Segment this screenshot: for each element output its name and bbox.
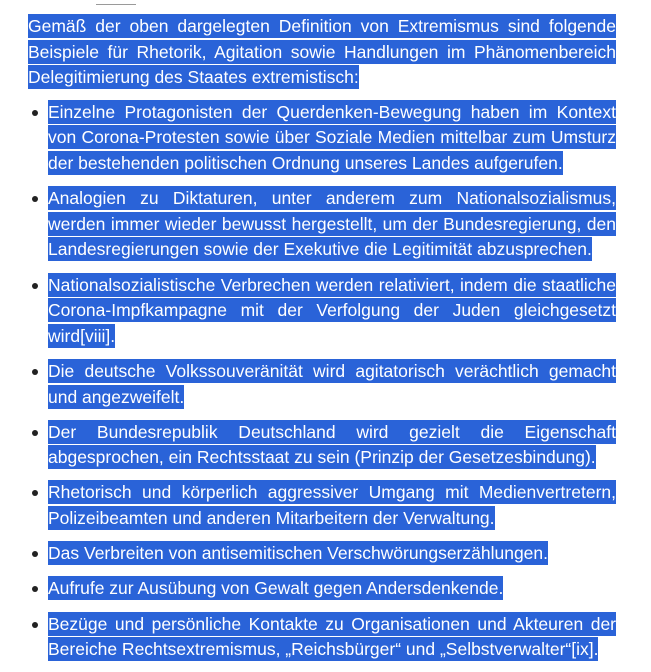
bullet-icon [32,283,38,289]
list-item-text: Nationalsozialistische Verbrechen werden relativiert, indem die staatliche Corona-Impfkampagne mit der Verfolgung der Juden gleichgesetzt wird[viii]. [48,274,616,346]
list-item [28,576,616,602]
list-item-text: Analogien zu Diktaturen, unter anderem zum Nationalsozialismus, werden immer wieder bewusst hergestellt, um der Bundesregierung, den Landesregierungen sowie der Exekutive die Legitimität abzusprechen. [48,188,616,260]
intro-paragraph [28,14,616,91]
list-item-text: Die deutsche Volkssouveränität wird agitatorisch verächtlich gemacht und angezweifelt. [48,360,616,407]
list-item-text: Rhetorisch und körperlich aggressiver Umgang mit Medienvertretern, Polizeibeamten und anderen Mitarbeitern der Verwaltung. [48,482,616,529]
list-item [28,612,616,663]
document-body [28,14,616,672]
intro-text: Gemäß der oben dargelegten Definition von Extremismus sind folgende Beispiele für Rhetorik, Agitation sowie Handlungen im Phänomenbereich Delegitimierung des Staates extremistisch: [28,16,616,88]
list-item-text: Aufrufe zur Ausübung von Gewalt gegen Andersdenkende. [48,578,504,599]
list-item [28,273,616,350]
list-item-text: Bezüge und persönliche Kontakte zu Organisationen und Akteuren der Bereiche Rechtsextremismus, „Reichsbürger“ und „Selbstverwalter“[ix]. [48,613,616,660]
list-item [28,100,616,177]
bullet-icon [32,196,38,202]
list-item-text: Einzelne Protagonisten der Querdenken-Bewegung haben im Kontext von Corona-Protesten sowie über Soziale Medien mittelbar zum Umsturz der bestehenden politischen Ordnung unseres Landes aufgerufen. [48,101,616,173]
bullet-icon [32,369,38,375]
bullet-icon [32,430,38,436]
list-item-text: Der Bundesrepublik Deutschland wird gezielt die Eigenschaft abgesprochen, ein Rechtsstaat zu sein (Prinzip der Gesetzesbindung). [48,421,616,468]
examples-list [28,100,616,663]
bullet-icon [32,622,38,628]
list-item-text: Das Verbreiten von antisemitischen Verschwörungserzählungen. [48,543,549,564]
bullet-icon [32,586,38,592]
bullet-icon [32,110,38,116]
list-item [28,359,616,410]
list-item [28,480,616,531]
bullet-icon [32,551,38,557]
bullet-icon [32,490,38,496]
list-item [28,186,616,263]
list-item [28,420,616,471]
previous-footnote-fragment [96,0,136,5]
list-item [28,541,616,567]
